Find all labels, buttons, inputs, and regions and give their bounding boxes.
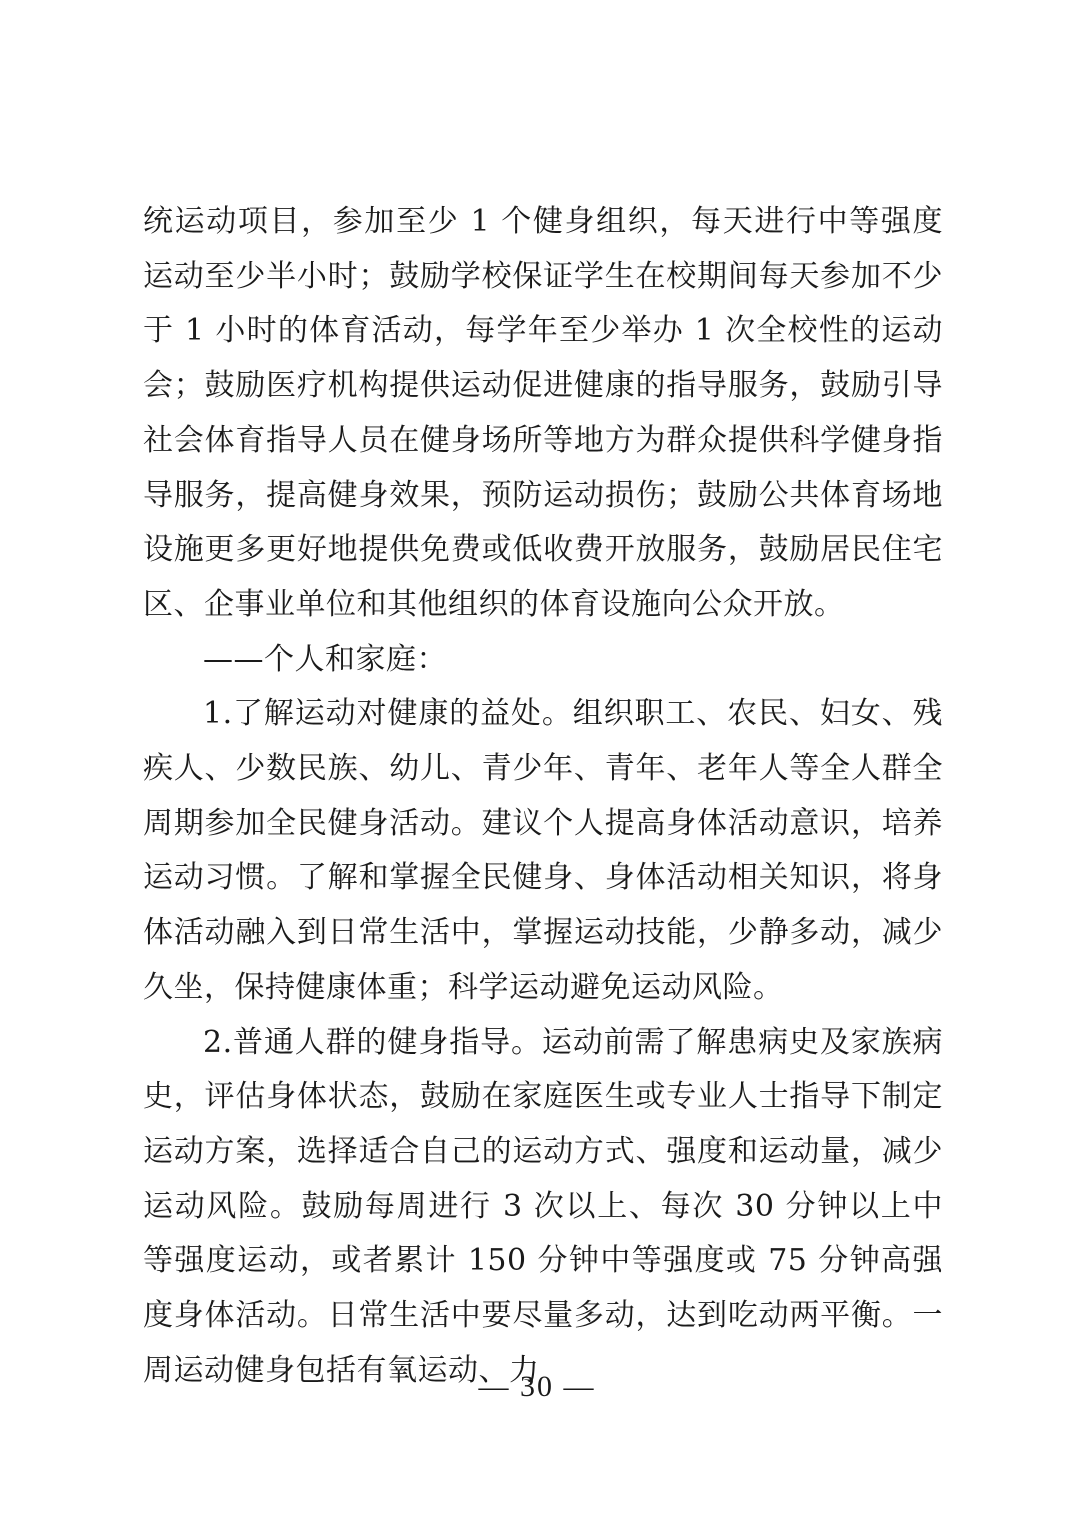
section-heading-individual-family: ——个人和家庭： — [203, 641, 447, 677]
paragraph-continuation: 统运动项目，参加至少 1 个健身组织，每天进行中等强度运动至少半小时；鼓励学校保证学生在校期间每天参加不少于 1 小时的体育活动，每学年至少举办 1 次全校性的运动会；鼓励医疗机构提供运动促进健康的指导服务，鼓励引导社会体育指导人员在健身场所等地方为群众提供科学健身指导服务，提高健身效果，预防运动损伤；鼓励公共体育场地设施更多更好地提供免费或低收费开放服务，鼓励居民住宅区、企事业单位和其他组织的体育设施向公众开放。 — [143, 204, 943, 622]
paragraph-item-1: 1.了解运动对健康的益处。组织职工、农民、妇女、残疾人、少数民族、幼儿、青少年、青年、老年人等全人群全周期参加全民健身活动。建议个人提高身体活动意识，培养运动习惯。了解和掌握全民健身、身体活动相关知识，将身体活动融入到日常生活中，掌握运动技能，少静多动，减少久坐，保持健康体重；科学运动避免运动风险。 — [143, 696, 943, 1005]
paragraph-item-2: 2.普通人群的健身指导。运动前需了解患病史及家族病史，评估身体状态，鼓励在家庭医生或专业人士指导下制定运动方案，选择适合自己的运动方式、强度和运动量，减少运动风险。鼓励每周进行 3 次以上、每次 30 分钟以上中等强度运动，或者累计 150 分钟中等强度或 75 分钟高强度身体活动。日常生活中要尽量多动，达到吃动两平衡。一周运动健身包括有氧运动、力 — [143, 1024, 943, 1388]
page-number: — 30 — — [478, 1370, 596, 1403]
body-text — [143, 195, 943, 1398]
